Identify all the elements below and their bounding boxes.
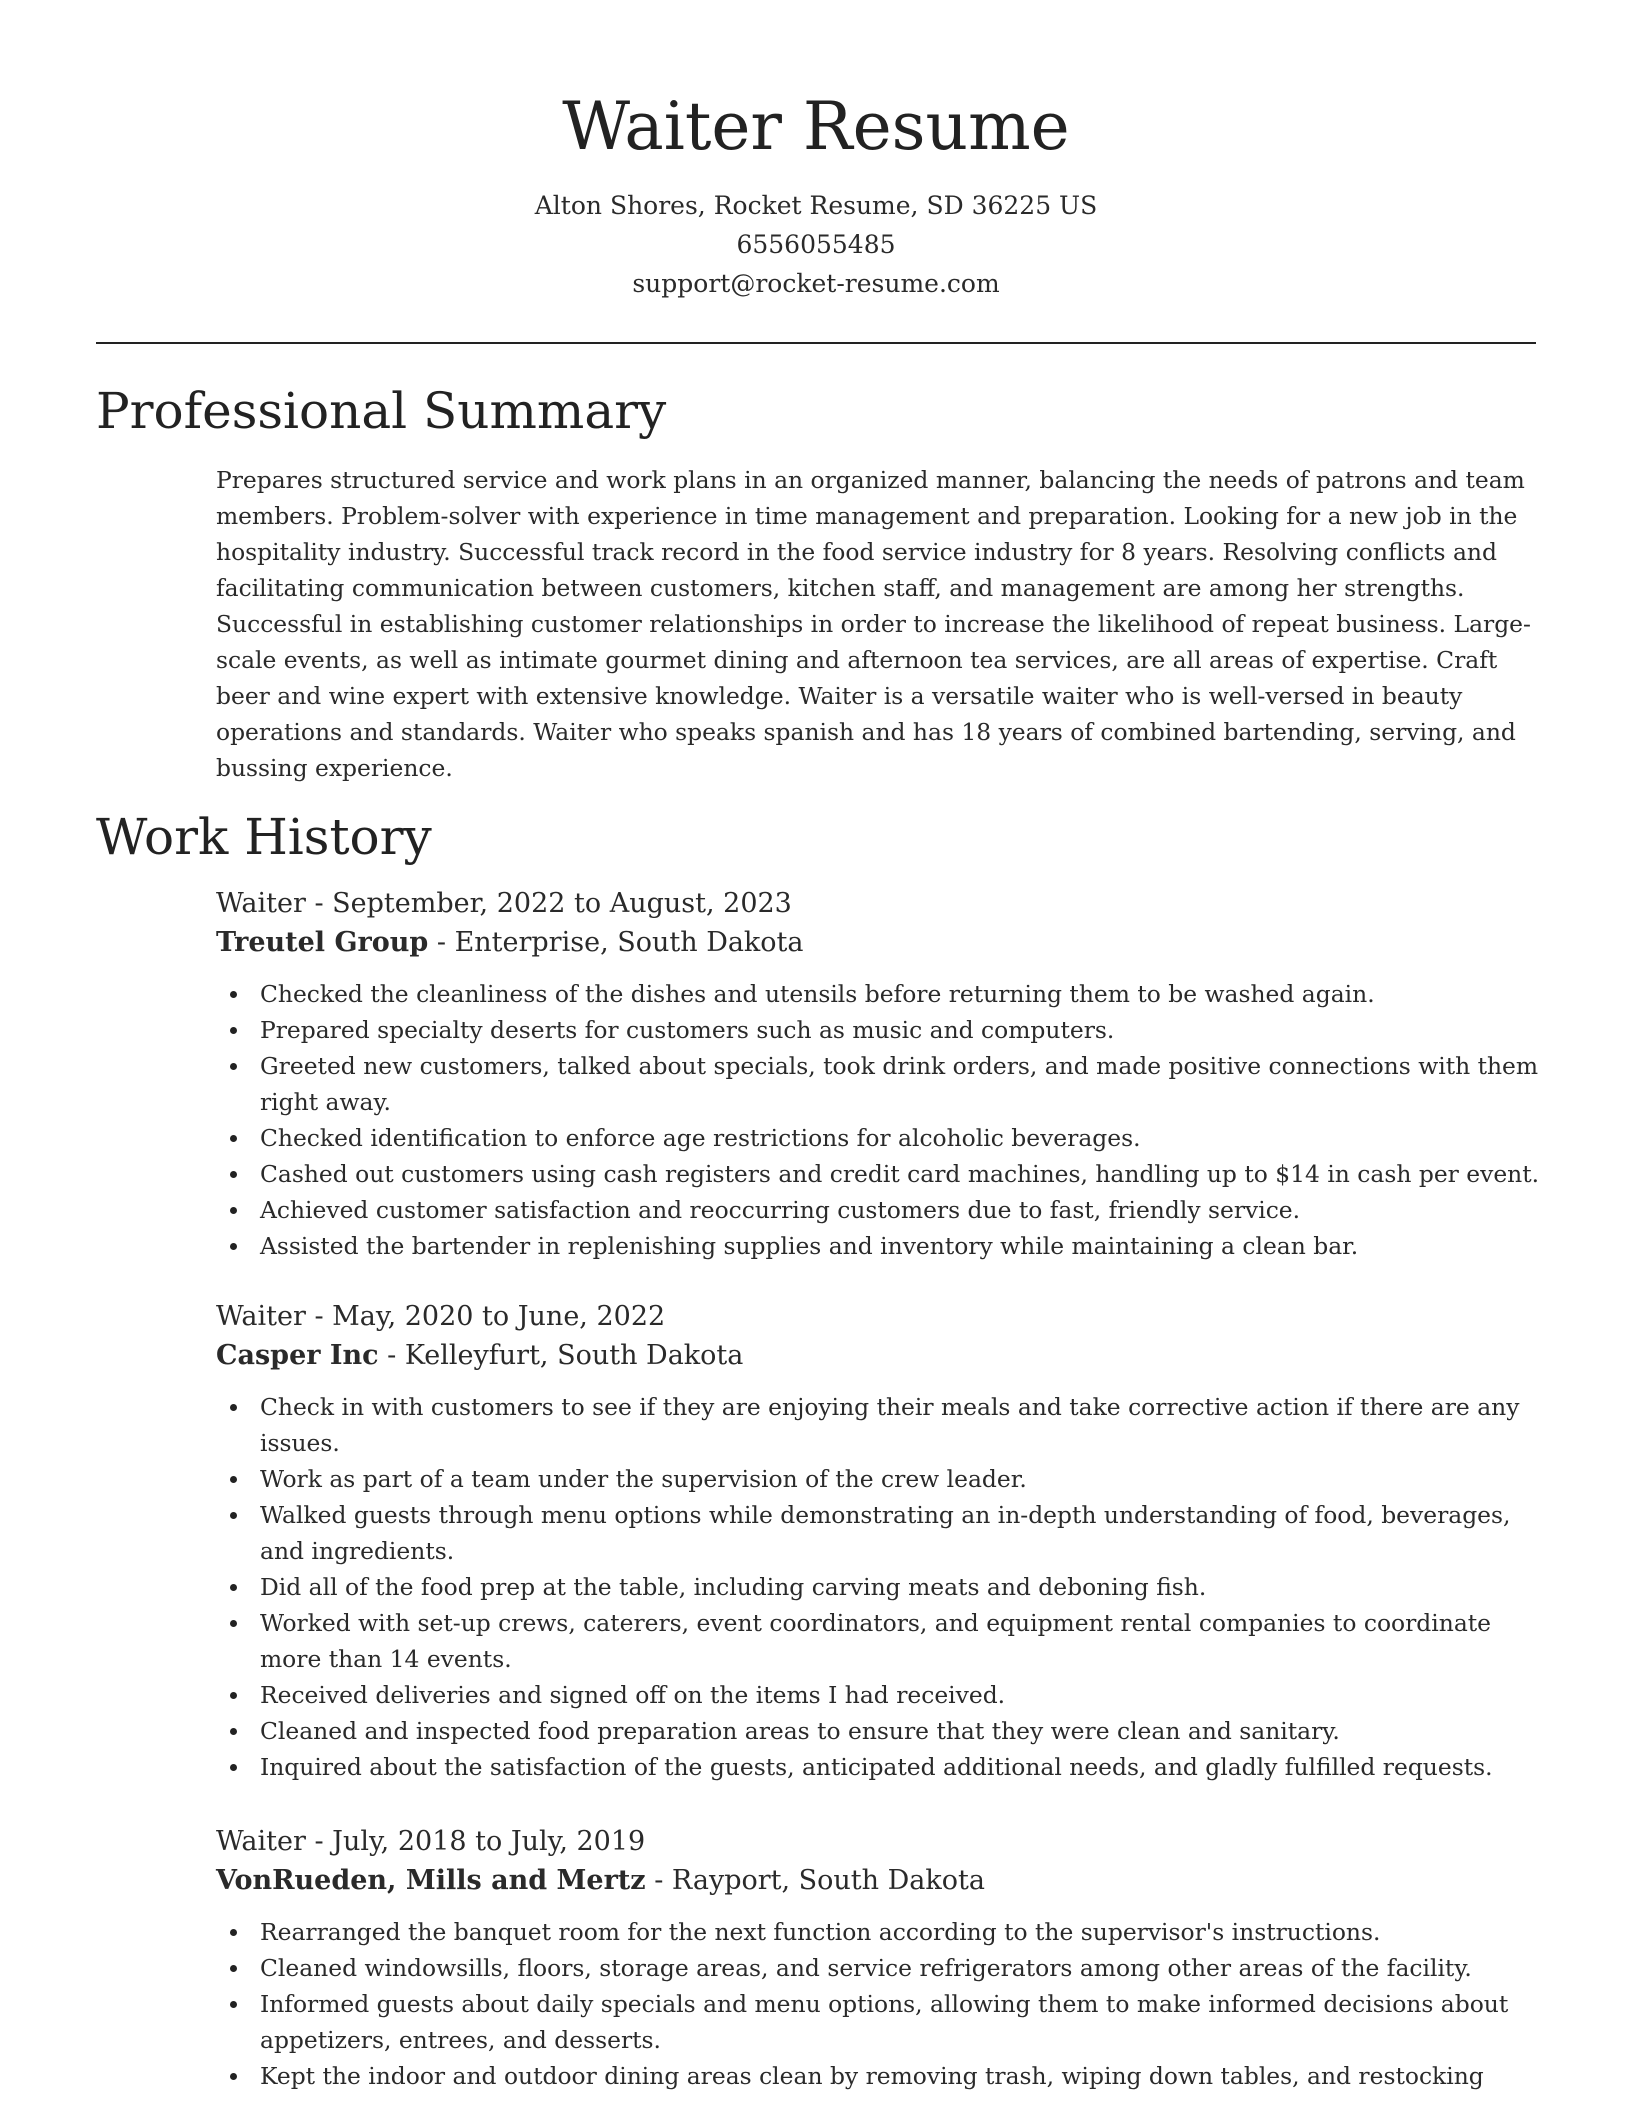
section-title-summary: Professional Summary (96, 382, 667, 440)
job-bullet: Checked the cleanliness of the dishes and utensils before returning them to be washed again. (216, 976, 1546, 1012)
resume-name: Waiter Resume (562, 88, 1070, 165)
contact-phone: 6556055485 (736, 230, 896, 259)
contact-address: Alton Shores, Rocket Resume, SD 36225 US (534, 191, 1098, 220)
job-bullet: Worked with set-up crews, caterers, event coordinators, and equipment rental companies to coordinate more than 14 events. (216, 1605, 1546, 1677)
job-entry (216, 1297, 1546, 1785)
section-title-work-history: Work History (96, 808, 432, 866)
job-role: Waiter (216, 888, 306, 919)
job-entry (216, 884, 1546, 1264)
contact-block (96, 186, 1536, 303)
job-dates: - May, 2020 to June, 2022 (305, 1301, 666, 1332)
job-entry (216, 1822, 1546, 2094)
resume-header (96, 82, 1536, 303)
job-bullet: Prepared specialty deserts for customers such as music and computers. (216, 1012, 1546, 1048)
job-bullet: Cleaned and inspected food preparation areas to ensure that they were clean and sanitary. (216, 1713, 1546, 1749)
job-location: - Kelleyfurt, South Dakota (378, 1340, 744, 1371)
job-title-line (216, 1297, 1546, 1336)
job-bullet: Check in with customers to see if they are enjoying their meals and take corrective action if there are any issues. (216, 1389, 1546, 1461)
job-title-line (216, 1822, 1546, 1861)
job-bullet: Walked guests through menu options while demonstrating an in-depth understanding of food, beverages, and ingredients. (216, 1497, 1546, 1569)
job-company-line (216, 1861, 1546, 1900)
job-company: VonRueden, Mills and Mertz (216, 1865, 646, 1896)
job-bullet: Cashed out customers using cash registers and credit card machines, handling up to $14 in cash per event. (216, 1156, 1546, 1192)
job-company: Casper Inc (216, 1340, 379, 1371)
job-bullet: Greeted new customers, talked about specials, took drink orders, and made positive connections with them right away. (216, 1048, 1546, 1120)
job-bullets (216, 976, 1546, 1264)
job-bullet: Assisted the bartender in replenishing supplies and inventory while maintaining a clean bar. (216, 1228, 1546, 1264)
job-company-line (216, 923, 1546, 962)
job-bullet: Checked identification to enforce age restrictions for alcoholic beverages. (216, 1120, 1546, 1156)
job-bullet: Work as part of a team under the supervision of the crew leader. (216, 1461, 1546, 1497)
job-company: Treutel Group (216, 927, 429, 958)
job-location: - Enterprise, South Dakota (428, 927, 804, 958)
job-dates: - September, 2022 to August, 2023 (305, 888, 792, 919)
header-divider (96, 342, 1536, 344)
job-bullet: Received deliveries and signed off on the items I had received. (216, 1677, 1546, 1713)
job-bullet: Achieved customer satisfaction and reoccurring customers due to fast, friendly service. (216, 1192, 1546, 1228)
job-title-line (216, 884, 1546, 923)
job-bullet: Rearranged the banquet room for the next function according to the supervisor's instructions. (216, 1914, 1546, 1950)
job-bullet: Kept the indoor and outdoor dining areas clean by removing trash, wiping down tables, and restocking (216, 2058, 1546, 2094)
job-company-line (216, 1336, 1546, 1375)
job-bullet: Informed guests about daily specials and menu options, allowing them to make informed decisions about appetizers, entrees, and desserts. (216, 1986, 1546, 2058)
job-bullets (216, 1914, 1546, 2094)
job-bullet: Cleaned windowsills, floors, storage areas, and service refrigerators among other areas of the facility. (216, 1950, 1546, 1986)
job-role: Waiter (216, 1826, 306, 1857)
job-location: - Rayport, South Dakota (645, 1865, 985, 1896)
job-bullets (216, 1389, 1546, 1785)
job-dates: - July, 2018 to July, 2019 (305, 1826, 646, 1857)
job-role: Waiter (216, 1301, 306, 1332)
contact-email: support@rocket-resume.com (632, 269, 1000, 298)
job-bullet: Inquired about the satisfaction of the guests, anticipated additional needs, and gladly fulfilled requests. (216, 1749, 1546, 1785)
job-bullet: Did all of the food prep at the table, including carving meats and deboning fish. (216, 1569, 1546, 1605)
summary-text: Prepares structured service and work plans in an organized manner, balancing the needs of patrons and team members. Problem-solver with experience in time management and preparation. Looking for a new job in the hospitality industry. Successful track record in the food service industry for 8 years. Resolving conflicts and facilitating communication between customers, kitchen staff, and management are among her strengths. Successful in establishing customer relationships in order to increase the likelihood of repeat business. Large-scale events, as well as intimate gourmet dining and afternoon tea services, are all areas of expertise. Craft beer and wine expert with extensive knowledge. Waiter is a versatile waiter who is well-versed in beauty operations and standards. Waiter who speaks spanish and has 18 years of combined bartending, serving, and bussing experience. (216, 466, 1531, 782)
